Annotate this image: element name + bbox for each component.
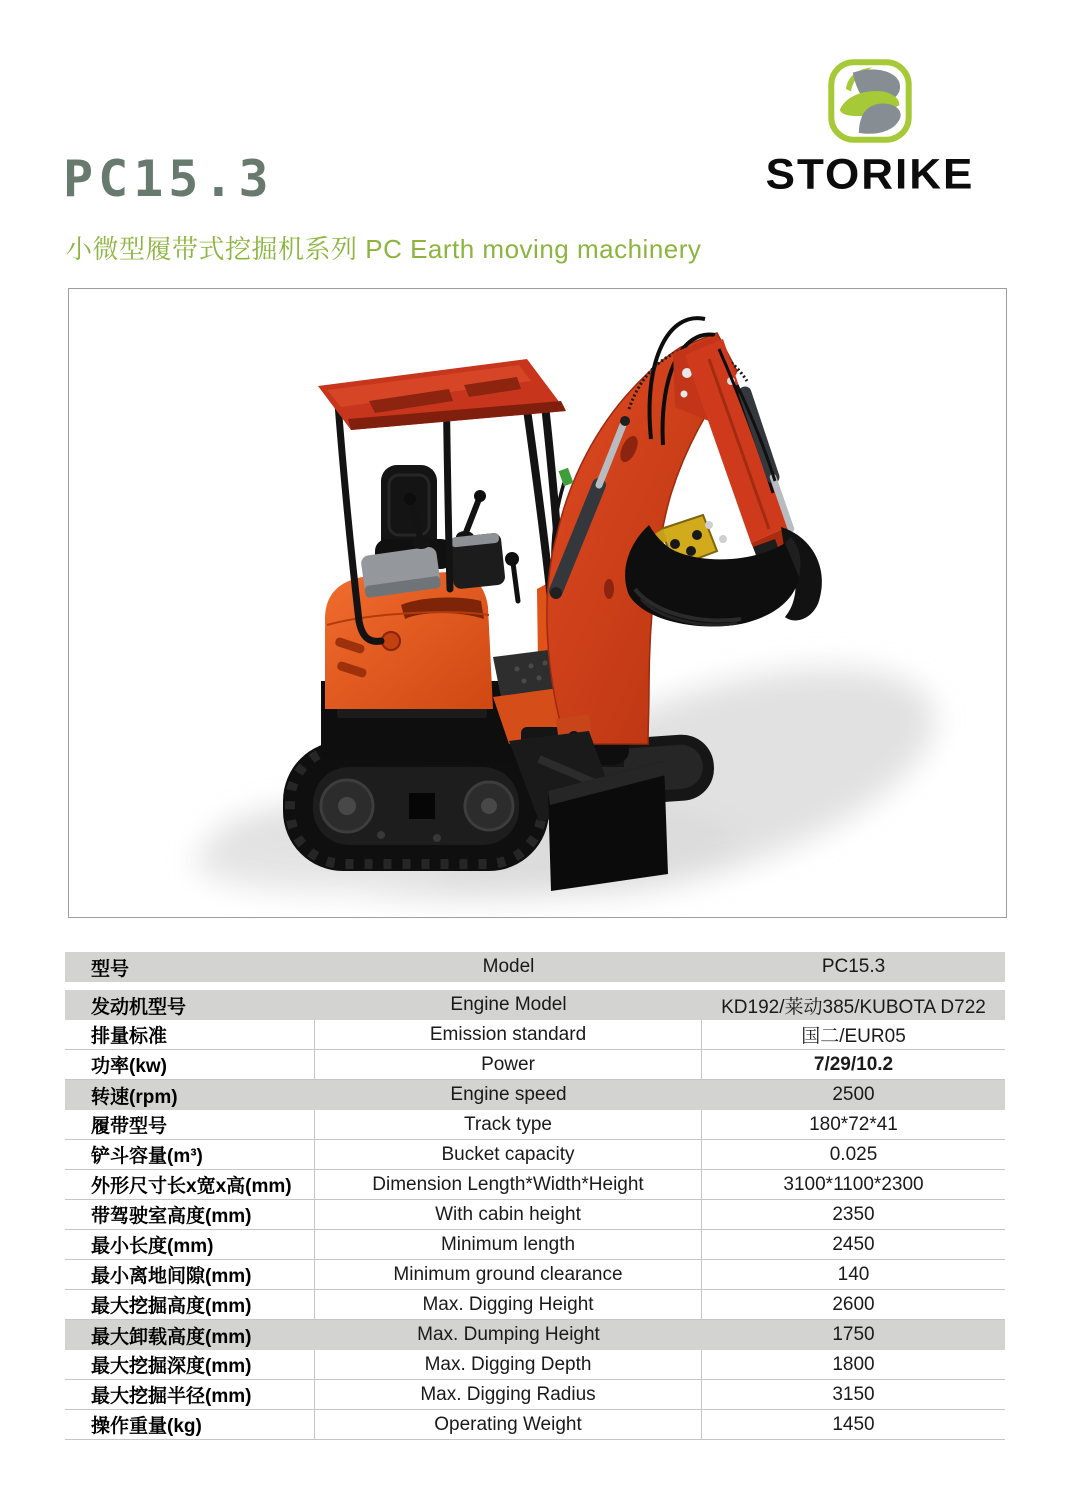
cell-cn: 带驾驶室高度(mm) (65, 1200, 315, 1229)
cell-value: 国二/EUR05 (801, 1026, 906, 1047)
cell-cn: 最大挖掘深度(mm) (65, 1350, 315, 1379)
cell-en: With cabin height (315, 1200, 702, 1229)
table-row (65, 1110, 1005, 1140)
operator-seat (360, 465, 519, 601)
brand-wordmark: STORIKE (765, 151, 975, 199)
cell-value: 3100*1100*2300 (783, 1173, 924, 1195)
product-image-frame (68, 288, 1007, 918)
cell-value: 2600 (832, 1293, 875, 1315)
excavator-illustration (69, 289, 1006, 917)
cell-value: 140 (837, 1263, 870, 1285)
storike-s-leaf-logo-icon (827, 58, 913, 144)
cell-en: Model (482, 956, 535, 977)
brand-logo (745, 58, 995, 200)
cell-value: 1450 (832, 1413, 875, 1435)
engine-hood (325, 572, 493, 709)
cell-en: Track type (315, 1110, 702, 1139)
cell-cn: 最大挖掘高度(mm) (65, 1290, 315, 1319)
cell-en: Dimension Length*Width*Height (315, 1170, 702, 1199)
cell-en: Emission standard (315, 1020, 702, 1049)
cell-cn: 外形尺寸长x宽x高(mm) (65, 1170, 315, 1199)
cell-cn: 操作重量(kg) (65, 1410, 315, 1439)
table-row (65, 1350, 1005, 1380)
table-row (65, 1260, 1005, 1290)
cell-en: Engine speed (450, 1084, 567, 1105)
cell-value: 2500 (832, 1084, 875, 1105)
cell-cn: 铲斗容量(m³) (65, 1140, 315, 1169)
table-row (65, 952, 1005, 982)
spec-table (65, 952, 1005, 1440)
table-row (65, 1230, 1005, 1260)
cell-cn: 转速(rpm) (91, 1086, 178, 1108)
table-row (65, 1050, 1005, 1080)
cell-cn: 发动机型号 (91, 996, 187, 1018)
table-gap (65, 982, 1005, 990)
cell-en: Max. Digging Radius (315, 1380, 702, 1409)
table-row (65, 990, 1005, 1020)
cell-value: 7/29/10.2 (813, 1053, 894, 1075)
table-row (65, 1320, 1005, 1350)
cell-cn: 排量标准 (65, 1020, 315, 1049)
cell-en: Max. Digging Depth (315, 1350, 702, 1379)
table-row (65, 1140, 1005, 1170)
cell-en: Power (315, 1050, 702, 1079)
cell-cn: 最大卸载高度(mm) (91, 1326, 252, 1348)
table-row (65, 1170, 1005, 1200)
table-row (65, 1380, 1005, 1410)
cell-en: Minimum ground clearance (315, 1260, 702, 1289)
cell-value: 1750 (832, 1324, 875, 1345)
cell-cn: 履带型号 (65, 1110, 315, 1139)
cell-en: Engine Model (450, 994, 567, 1015)
cell-en: Max. Digging Height (315, 1290, 702, 1319)
cell-en: Bucket capacity (315, 1140, 702, 1169)
cell-cn: 最大挖掘半径(mm) (65, 1380, 315, 1409)
cell-value: 2350 (832, 1203, 875, 1225)
page-title: PC15.3 (63, 150, 274, 208)
cell-cn: 型号 (91, 958, 130, 980)
cell-value: 180*72*41 (809, 1113, 898, 1135)
cell-value: 3150 (832, 1383, 875, 1405)
table-row (65, 1080, 1005, 1110)
cell-value: KD192/莱动385/KUBOTA D722 (721, 996, 986, 1018)
cell-cn: 功率(kw) (65, 1050, 315, 1079)
cell-value: PC15.3 (821, 956, 886, 977)
cell-cn: 最小离地间隙(mm) (65, 1260, 315, 1289)
cell-en: Operating Weight (315, 1410, 702, 1439)
table-row (65, 1020, 1005, 1050)
cell-value: 2450 (832, 1233, 875, 1255)
cell-en: Minimum length (315, 1230, 702, 1259)
page-subtitle: 小微型履带式挖掘机系列 PC Earth moving machinery (66, 234, 702, 264)
cell-value: 0.025 (829, 1143, 878, 1165)
cell-cn: 最小长度(mm) (65, 1230, 315, 1259)
cell-value: 1800 (832, 1353, 875, 1375)
table-row (65, 1410, 1005, 1440)
cell-en: Max. Dumping Height (417, 1324, 600, 1345)
table-row (65, 1200, 1005, 1230)
table-row (65, 1290, 1005, 1320)
